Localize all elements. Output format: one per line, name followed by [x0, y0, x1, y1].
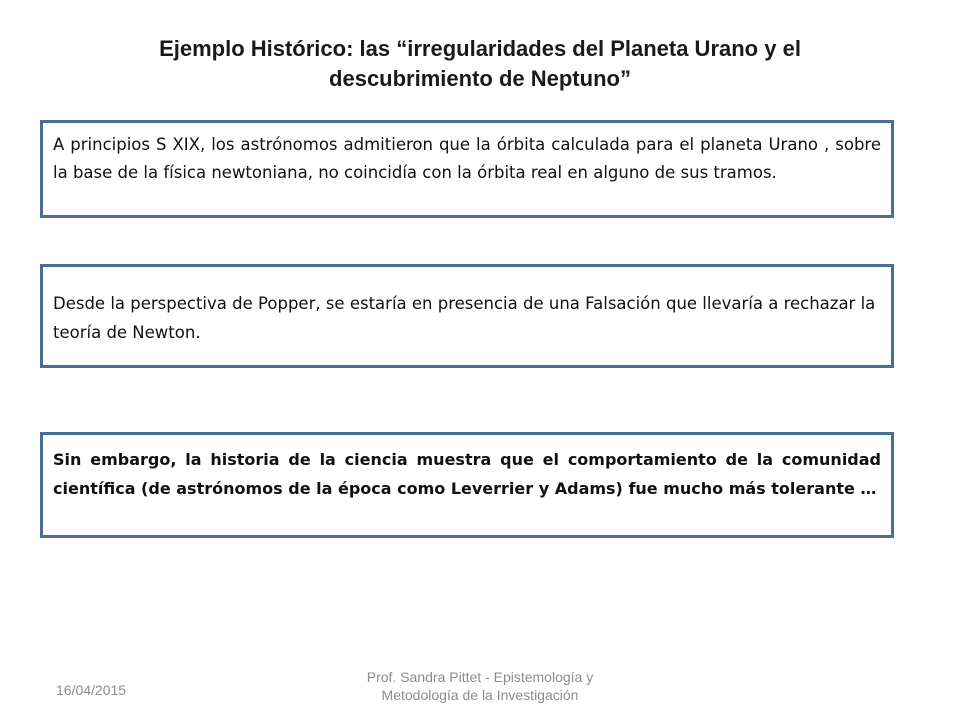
- footer-date: 16/04/2015: [56, 682, 127, 698]
- slide-title: [40, 34, 920, 94]
- slide-title-line-1: Ejemplo Histórico: las “irregularidades del Planeta Urano y el: [159, 36, 801, 61]
- footer-author-line-1: Prof. Sandra Pittet - Epistemología y: [366, 669, 594, 685]
- footer-author: [330, 668, 630, 704]
- text-box-scientific-community-text: Sin embargo, la historia de la ciencia muestra que el comportamiento de la comunidad científica (de astrónomos de la época como Leverrier y Adams) fue mucho más tolerante …: [53, 450, 881, 498]
- text-box-popper-falsation-text: Desde la perspectiva de Popper, se estaría en presencia de una Falsación que llevaría a rechazar la teoría de Newton.: [53, 294, 876, 342]
- slide-title-line-2: descubrimiento de Neptuno”: [329, 66, 631, 91]
- text-box-uranus-orbit: [40, 120, 894, 218]
- text-box-popper-falsation: [40, 264, 894, 368]
- text-box-scientific-community: [40, 432, 894, 538]
- text-box-uranus-orbit-text: A principios S XIX, los astrónomos admitieron que la órbita calculada para el planeta Urano , sobre la base de la física newtoniana, no coincidía con la órbita real en alguno de sus tramos.: [53, 135, 881, 182]
- footer-author-line-2: Metodología de la Investigación: [381, 687, 579, 703]
